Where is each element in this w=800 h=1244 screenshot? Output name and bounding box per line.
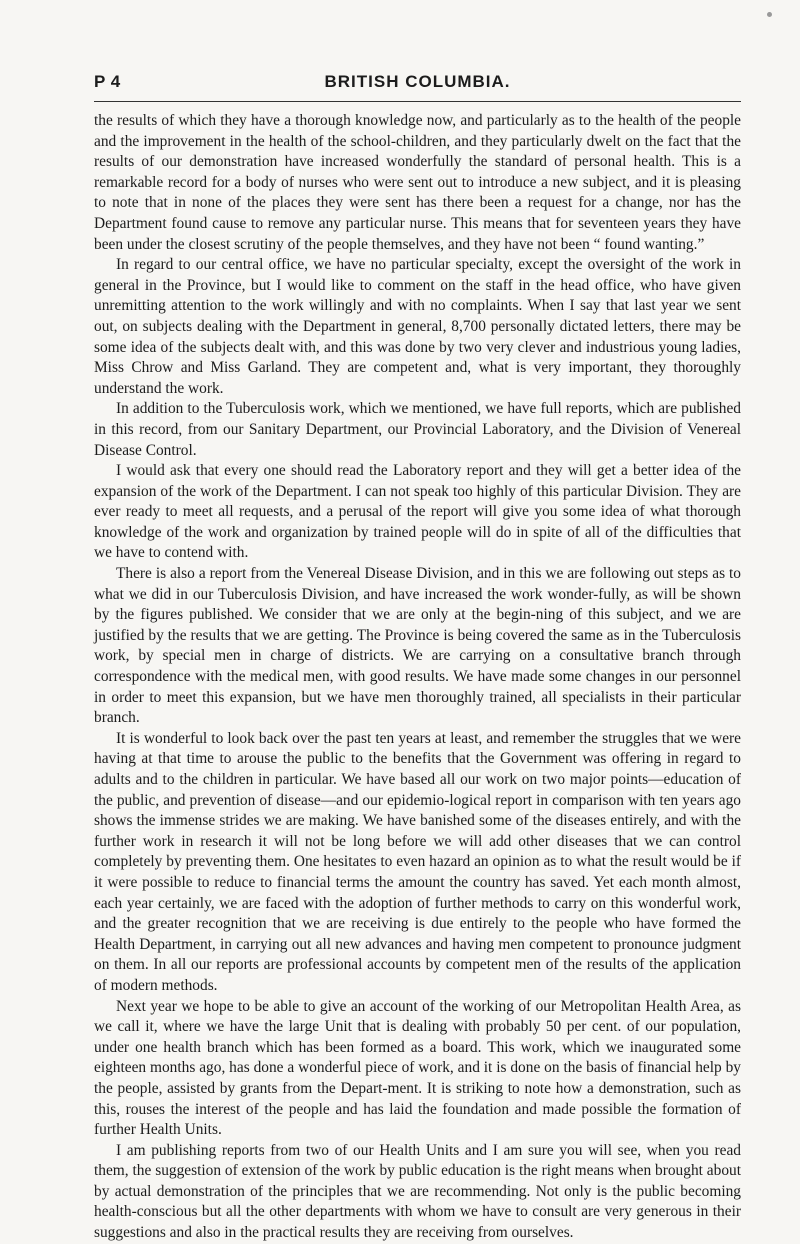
scan-speck — [767, 12, 772, 17]
paragraph: In addition to the Tuberculosis work, which we mentioned, we have full reports, which are published in this record, from our Sanitary Department, our Provincial Laboratory, and the Division of Venereal Disease Control. — [94, 400, 741, 459]
page-number: P 4 — [94, 72, 121, 91]
paragraph: There is also a report from the Venereal Disease Division, and in this we are following out steps as to what we did in our Tuberculosis Division, and have increased the work wonder-fully, as will be shown by the figures published. We consider that we are only at the begin-ning of this subject, and we are justified by the results that we are getting. The Province is being covered the same as in the Tuberculosis work, by special men in charge of districts. We are carrying on a consultative branch through correspondence with the medical men, with good results. We have made some changes in our personnel in order to meet this expansion, but we have men thoroughly trained, all specialists in their particular branch. — [94, 565, 741, 727]
running-title: BRITISH COLUMBIA. — [324, 72, 511, 91]
body-text — [94, 111, 741, 1244]
header-rule — [94, 101, 741, 102]
paragraph: the results of which they have a thorough knowledge now, and particularly as to the health of the people and the improvement in the health of the school-children, and they particularly dwelt on the fact that the results of our demonstration have increased wonderfully the standard of personal health. This is a remarkable record for a body of nurses who were sent out to introduce a new subject, and it is pleasing to note that in none of the places they were sent has there been a request for a change, nor has the Department found cause to remove any particular nurse. This means that for seventeen years they have been under the closest scrutiny of the people themselves, and they have not been “ found wanting.” — [94, 112, 741, 253]
paragraph: Next year we hope to be able to give an account of the working of our Metropolitan Health Area, as we call it, where we have the large Unit that is dealing with probably 50 per cent. of our population, under one health branch which has been formed as a board. This work, which we inaugurated some eighteen months ago, has done a wonderful piece of work, and it is done on the basis of financial help by the people, assisted by grants from the Depart-ment. It is striking to note how a demonstration, such as this, rouses the interest of the people and has laid the foundation and made possible the formation of further Health Units. — [94, 997, 741, 1139]
page-header — [94, 72, 741, 96]
paragraph: I would ask that every one should read the Laboratory report and they will get a better idea of the expansion of the work of the Department. I can not speak too highly of this particular Division. They are ever ready to meet all requests, and a perusal of the report will give you some idea of what thorough knowledge of the work and organization by trained people will do in spite of all of the difficulties that we have to contend with. — [94, 462, 741, 562]
paragraph: I am publishing reports from two of our Health Units and I am sure you will see, when you read them, the suggestion of extension of the work by public education is the right means when brought about by actual demonstration of the principles that we are recommending. Not only is the public becoming health-conscious but all the other departments with whom we have to consult are very generous in their suggestions and also in the practical results they are receiving from ourselves. — [94, 1141, 741, 1242]
paragraph: It is wonderful to look back over the past ten years at least, and remember the struggles that we were having at that time to arouse the public to the benefits that the Government was offering in regard to adults and to the children in particular. We have based all our work on two major points—education of the public, and prevention of disease—and our epidemio-logical report in comparison with ten years ago shows the immense strides we are making. We have banished some of the diseases entirely, and with the further work in research it will not be long before we will add other diseases that we can control completely by preventing them. One hesitates to even hazard an opinion as to what the result would be if it were possible to reduce to financial terms the amount the country has saved. Yet each month almost, each year certainly, we are faced with the adoption of further methods to carry on this wonderful work, and the greater recognition that we are receiving is due entirely to the people who have formed the Health Department, in carrying out all new advances and having men competent to pronounce judgment on them. In all our reports are professional accounts by competent men of the results of the application of modern methods. — [94, 729, 741, 994]
paragraph: In regard to our central office, we have no particular specialty, except the oversight of the work in general in the Province, but I would like to comment on the staff in the head office, who have given unremitting attention to the work willingly and with no complaints. When I say that last year we sent out, on subjects dealing with the Department in general, 8,700 personally dictated letters, there may be some idea of the subjects dealt with, and this was done by two very clever and industrious young ladies, Miss Chrow and Miss Garland. They are competent and, what is very important, they thoroughly understand the work. — [94, 256, 741, 397]
